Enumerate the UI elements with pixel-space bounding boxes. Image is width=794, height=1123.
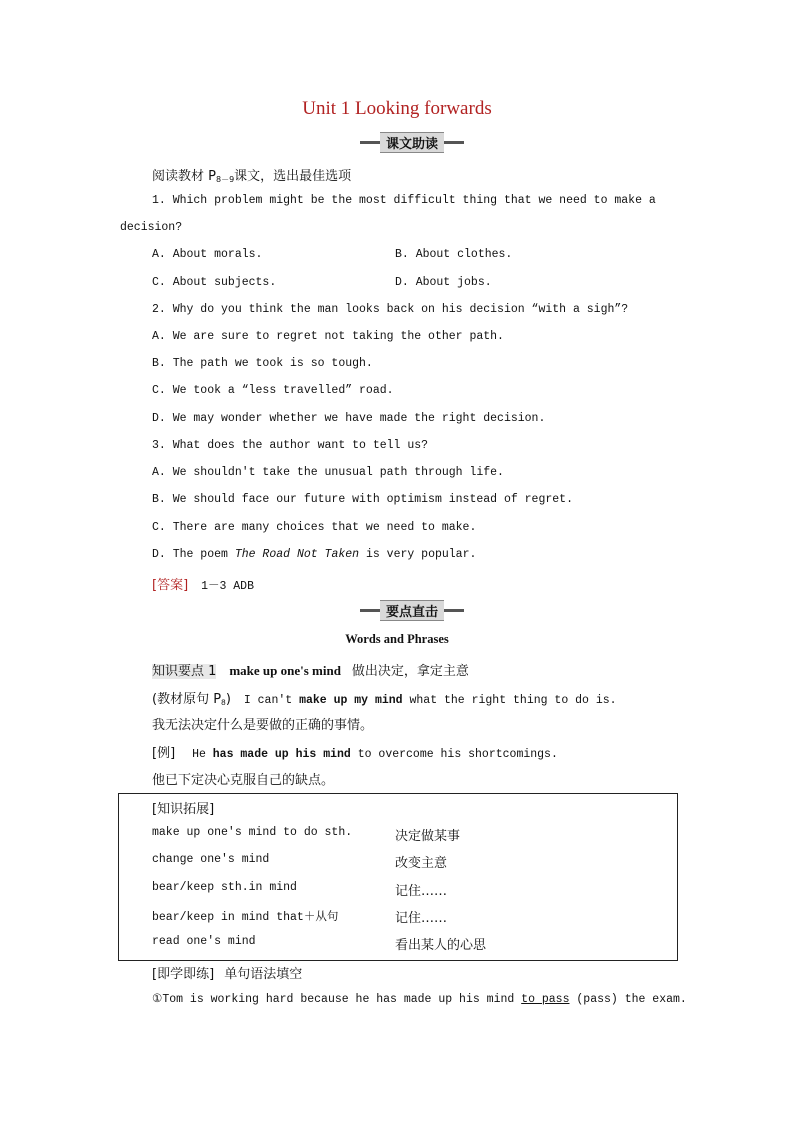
expansion-item-cn: 记住……	[395, 911, 448, 926]
q2-option-b: B. The path we took is so tough.	[152, 357, 373, 370]
expansion-item-en: make up one's mind to do sth.	[152, 826, 353, 839]
practice-label: [即学即练]	[152, 967, 215, 982]
expansion-item-en: change one's mind	[152, 853, 270, 866]
example-bold: has made up his mind	[212, 748, 351, 761]
practice-answer: to pass	[521, 993, 570, 1006]
practice-post: (pass) the exam.	[569, 993, 687, 1006]
expansion-item-cn: 记住……	[395, 884, 448, 899]
q1-option-d: D. About jobs.	[395, 276, 492, 289]
source-pre: I can't	[243, 694, 300, 707]
section-banner-reading	[360, 134, 464, 151]
q3-option-c: C. There are many choices that we need to make.	[152, 521, 477, 534]
point-phrase: make up one's mind	[229, 663, 341, 678]
q3-d-prefix: D. The poem	[152, 548, 235, 561]
q1-option-c: C. About subjects.	[152, 276, 277, 289]
expansion-item-cn: 看出某人的心思	[395, 938, 487, 953]
instruction-prefix: 阅读教材 P	[152, 169, 216, 184]
q1-option-a: A. About morals.	[152, 248, 263, 261]
q3-option-a: A. We shouldn't take the unusual path through life.	[152, 466, 504, 479]
practice-item	[152, 991, 687, 1006]
expansion-label: [知识拓展]	[152, 802, 215, 817]
point-meaning: 做出决定，拿定主意	[351, 664, 469, 679]
source-translation: 我无法决定什么是要做的正确的事情。	[152, 718, 374, 733]
source-bold: make up my mind	[299, 694, 403, 707]
instruction-suffix: 课文，选出最佳选项	[234, 169, 352, 184]
q1-stem-cont: decision?	[120, 221, 183, 234]
answer-line	[152, 574, 254, 593]
expansion-item-cn: 改变主意	[395, 856, 448, 871]
q2-option-d: D. We may wonder whether we have made the right decision.	[152, 412, 546, 425]
example-sentence	[152, 742, 558, 761]
practice-number: ①	[152, 993, 163, 1006]
answer-value: 1－3 ADB	[201, 580, 254, 593]
source-post: what the right thing to do is.	[402, 694, 617, 707]
example-label: [例]	[152, 746, 176, 761]
practice-pre: Tom is working hard because he has made up his mind	[162, 993, 522, 1006]
q1-option-b: B. About clothes.	[395, 248, 513, 261]
source-sentence	[152, 688, 617, 708]
source-label-close: )	[225, 692, 231, 707]
example-pre: He	[192, 748, 213, 761]
q3-option-b: B. We should face our future with optimism instead of regret.	[152, 493, 573, 506]
point-label: 知识要点 1	[152, 664, 217, 679]
example-translation: 他已下定决心克服自己的缺点。	[152, 773, 335, 788]
page-title: Unit 1 Looking forwards	[302, 98, 492, 119]
q2-option-c: C. We took a “less travelled” road.	[152, 384, 394, 397]
answer-label: [答案]	[152, 578, 189, 593]
q3-option-d	[152, 548, 476, 561]
section-heading: Words and Phrases	[345, 632, 449, 646]
banner-label: 要点直击	[380, 600, 444, 621]
q2-stem: 2. Why do you think the man looks back on his decision “with a sigh”?	[152, 303, 629, 316]
q3-d-suffix: is very popular.	[359, 548, 477, 561]
q3-stem: 3. What does the author want to tell us?	[152, 439, 429, 452]
banner-label: 课文助读	[380, 132, 444, 153]
q1-stem: 1. Which problem might be the most difficult thing that we need to make a	[152, 194, 656, 207]
expansion-item-en: bear/keep sth.in mind	[152, 881, 297, 894]
practice-heading	[152, 963, 302, 982]
section-banner-keypoints	[360, 602, 464, 619]
expansion-item-cn: 决定做某事	[395, 829, 461, 844]
expansion-item-en: bear/keep in mind that＋从句	[152, 911, 339, 924]
poem-title: The Road Not Taken	[234, 548, 360, 561]
instruction-sub: 8－9	[215, 175, 235, 184]
example-post: to overcome his shortcomings.	[350, 748, 558, 761]
expansion-item-en: read one's mind	[152, 935, 256, 948]
source-sub: 8	[221, 699, 226, 708]
point1-heading	[152, 660, 469, 679]
source-label: (教材原句 P	[152, 692, 222, 707]
practice-task: 单句语法填空	[224, 967, 303, 982]
q2-option-a: A. We are sure to regret not taking the other path.	[152, 330, 504, 343]
instruction	[152, 165, 351, 185]
